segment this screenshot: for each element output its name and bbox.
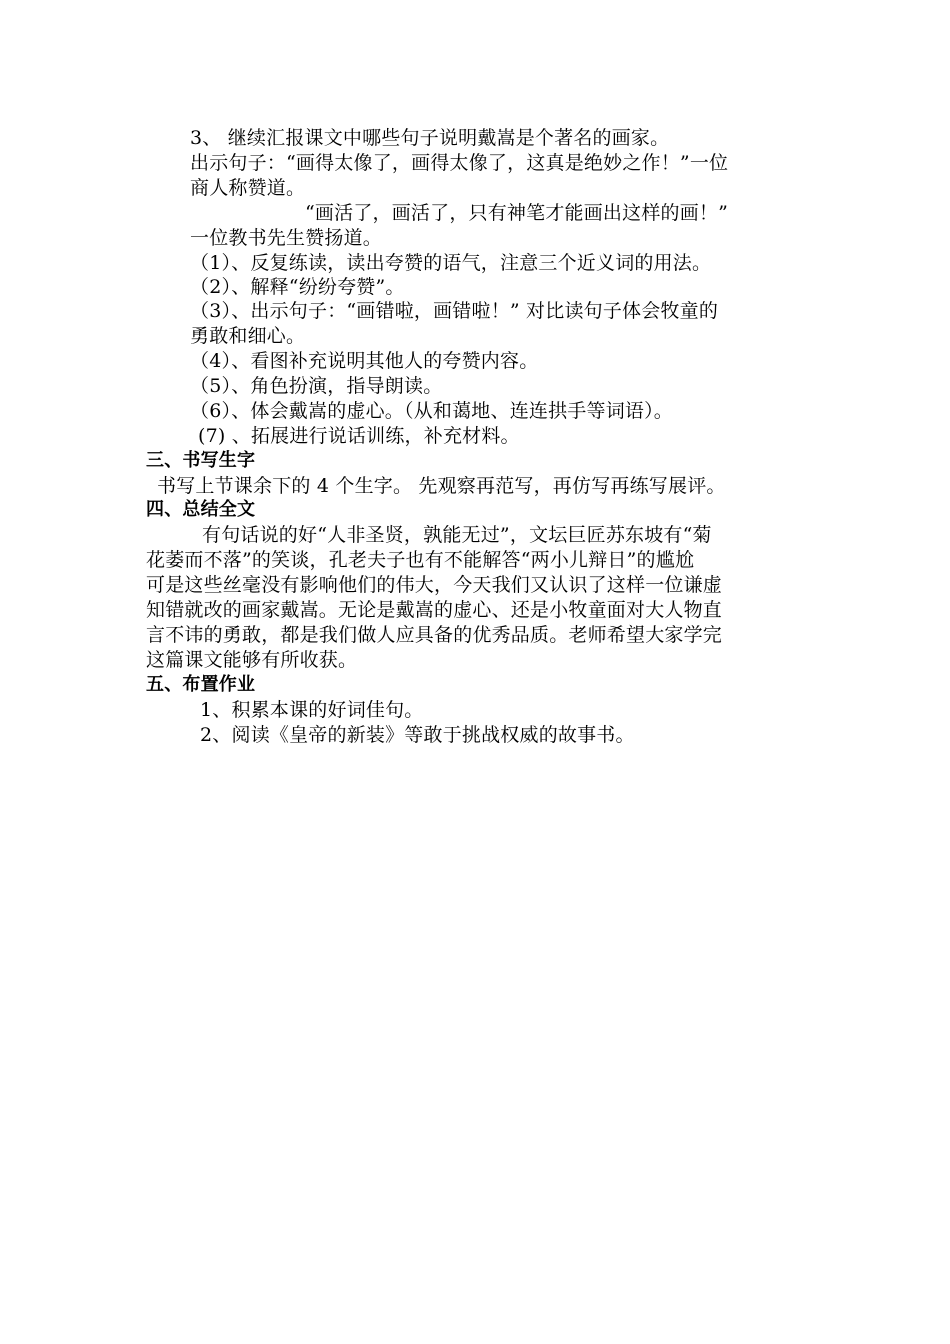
item3-line5: 一位教书先生赞扬道。 <box>190 227 383 249</box>
sub-item-3-line1: （3）、出示句子：“画错啦，画错啦！” 对比读句子体会牧童的 <box>190 300 719 322</box>
item3-line4: “画活了，画活了，只有神笔才能画出这样的画！” <box>305 202 729 224</box>
item3-line2: 出示句子：“画得太像了，画得太像了，这真是绝妙之作！”一位 <box>190 152 729 174</box>
sub-item-1: （1）、反复练读，读出夸赞的语气，注意三个近义词的用法。 <box>190 252 712 274</box>
summary-line1: 有句话说的好“人非圣贤，孰能无过”，文坛巨匠苏东坡有“菊 <box>202 524 712 546</box>
item3-line1: 3、 继续汇报课文中哪些句子说明戴嵩是个著名的画家。 <box>190 127 670 149</box>
sub-item-4: （4）、看图补充说明其他人的夸赞内容。 <box>190 350 539 372</box>
section-heading-summary: 四、总结全文 <box>146 499 256 520</box>
summary-line5: 言不讳的勇敢，都是我们做人应具备的优秀品质。老师希望大家学完 <box>146 624 723 646</box>
section-heading-write: 三、书写生字 <box>146 450 256 471</box>
sub-item-3-line2: 勇敢和细心。 <box>190 325 306 347</box>
sub-item-6: （6）、体会戴嵩的虚心。（从和蔼地、连连拱手等词语）。 <box>190 400 673 422</box>
summary-line6: 这篇课文能够有所收获。 <box>146 649 358 671</box>
sub-item-5: （5）、角色扮演，指导朗读。 <box>190 375 443 397</box>
write-text: 书写上节课余下的 4 个生字。 先观察再范写，再仿写再练写展评。 <box>157 475 726 497</box>
summary-line2: 花萎而不落”的笑谈，孔老夫子也有不能解答“两小儿辩日”的尴尬 <box>146 549 695 571</box>
summary-line3: 可是这些丝毫没有影响他们的伟大，今天我们又认识了这样一位谦虚 <box>146 574 723 596</box>
item3-line3: 商人称赞道。 <box>190 177 306 199</box>
homework-item-1: 1、积累本课的好词佳句。 <box>200 699 424 721</box>
section-heading-homework: 五、布置作业 <box>146 674 256 695</box>
homework-item-2: 2、阅读《皇帝的新装》等敢于挑战权威的故事书。 <box>200 724 635 746</box>
sub-item-2: （2）、解释“纷纷夸赞”。 <box>190 276 405 298</box>
sub-item-7: (7) 、拓展进行说话训练，补充材料。 <box>198 425 520 447</box>
summary-line4: 知错就改的画家戴嵩。无论是戴嵩的虚心、还是小牧童面对大人物直 <box>146 599 723 621</box>
